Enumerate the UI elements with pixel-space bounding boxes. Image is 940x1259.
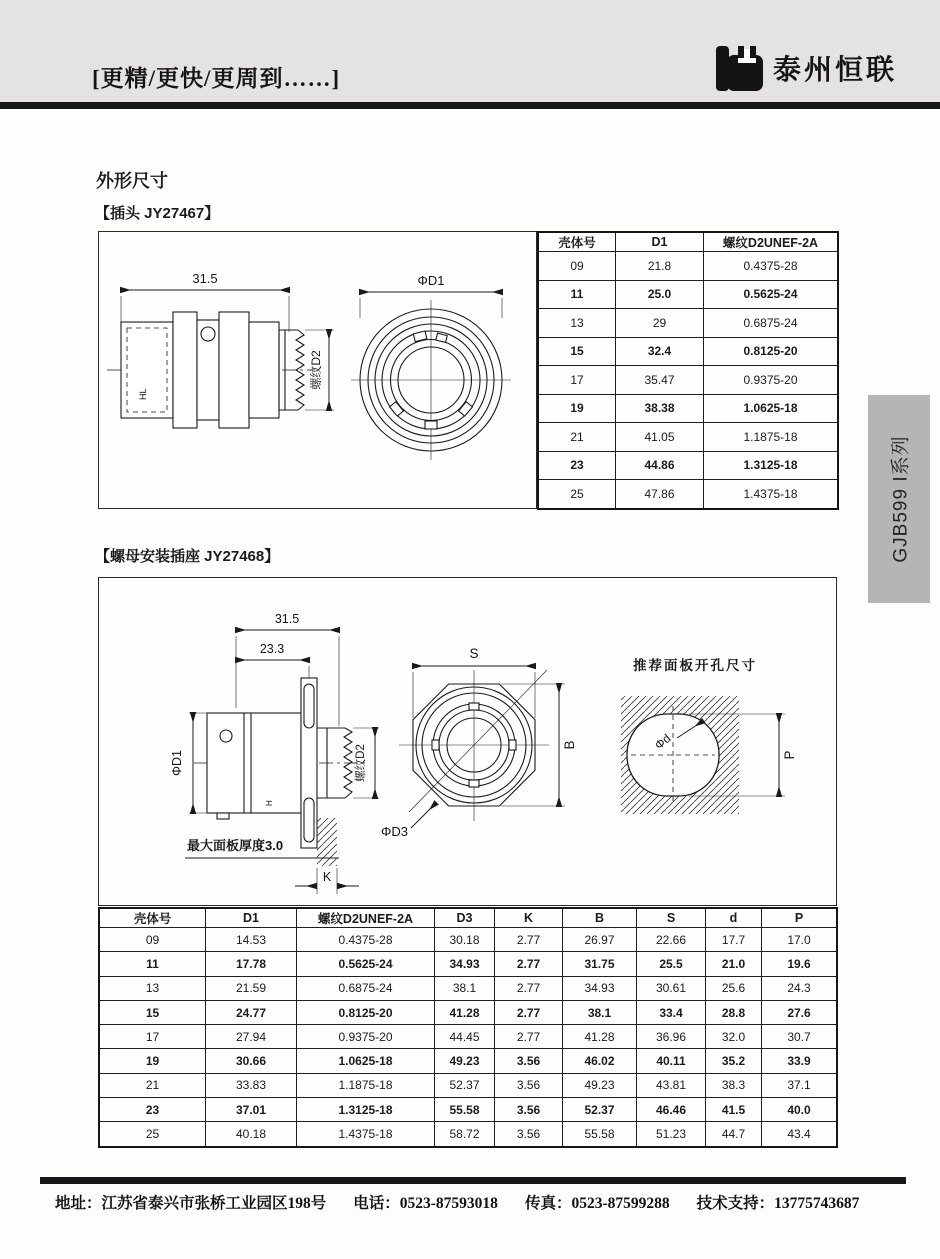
table-cell: 30.7 (762, 1025, 838, 1049)
table-cell: 0.6875-24 (297, 976, 435, 1000)
table-row (538, 394, 838, 423)
lh-logo-icon (716, 44, 764, 92)
table-cell: 3.56 (495, 1073, 563, 1097)
table-cell: 21 (99, 1073, 206, 1097)
header-rule (0, 102, 940, 109)
table-cell: 32.4 (616, 337, 704, 366)
column-header: D1 (616, 232, 704, 252)
table-cell: 15 (538, 337, 616, 366)
socket-length-dim: 31.5 (274, 612, 300, 626)
table-cell: 27.94 (206, 1025, 297, 1049)
table-cell: 21.8 (616, 252, 704, 281)
table-cell: 3.56 (495, 1098, 563, 1122)
table-cell: 36.96 (637, 1025, 706, 1049)
column-header: 壳体号 (99, 908, 206, 928)
table-cell: 30.61 (637, 976, 706, 1000)
table-cell: 17.0 (762, 928, 838, 952)
figure-plug (98, 231, 537, 509)
table-cell: 3.56 (495, 1049, 563, 1073)
table-cell: 11 (99, 952, 206, 976)
socket-drawing (99, 578, 836, 905)
table-cell: 29 (616, 309, 704, 338)
column-header: D3 (435, 908, 495, 928)
table-cell: 34.93 (563, 976, 637, 1000)
table-cell: 51.23 (637, 1122, 706, 1147)
table-cell: 17.7 (706, 928, 762, 952)
panel-hatch (317, 818, 337, 866)
table-cell: 46.46 (637, 1098, 706, 1122)
table-cell: 46.02 (563, 1049, 637, 1073)
table-cell: 30.66 (206, 1049, 297, 1073)
table-cell: 1.3125-18 (297, 1098, 435, 1122)
brand-name: 泰州恒联 (773, 54, 898, 85)
table-cell: 24.3 (762, 976, 838, 1000)
table-row (538, 480, 838, 510)
socket-diameter-label: ΦD1 (170, 750, 184, 776)
table-row (99, 928, 837, 952)
table-cell: 23 (538, 451, 616, 480)
table-cell: 1.4375-18 (297, 1122, 435, 1147)
b-dim-label: B (562, 740, 577, 750)
table-cell: 22.66 (637, 928, 706, 952)
table-cell: 13 (538, 309, 616, 338)
table-cell: 27.6 (762, 1000, 838, 1024)
column-header: 壳体号 (538, 232, 616, 252)
table-cell: 0.6875-24 (704, 309, 839, 338)
table-cell: 38.38 (616, 394, 704, 423)
table-cell: 25.5 (637, 952, 706, 976)
figure-socket (98, 577, 837, 906)
table-cell: 3.56 (495, 1122, 563, 1147)
footer-rule (40, 1177, 906, 1184)
table-row (538, 337, 838, 366)
table-cell: 0.5625-24 (704, 280, 839, 309)
footer-phone: 电话：0523-87593018 (353, 1195, 498, 1212)
table-cell: 2.77 (495, 1025, 563, 1049)
table-cell: 41.5 (706, 1098, 762, 1122)
table-cell: 21.0 (706, 952, 762, 976)
plug-dimension-table (537, 231, 839, 510)
column-header: B (563, 908, 637, 928)
table-cell: 55.58 (435, 1098, 495, 1122)
header-slogan: [更精/更快/更周到……] (92, 66, 341, 91)
table-cell: 55.58 (563, 1122, 637, 1147)
table-row (99, 1073, 837, 1097)
column-header: d (706, 908, 762, 928)
column-header: P (762, 908, 838, 928)
series-label: GJB599 I系列 (890, 435, 912, 563)
column-header: 螺纹D2UNEF-2A (297, 908, 435, 928)
table-row (538, 366, 838, 395)
table-cell: 30.18 (435, 928, 495, 952)
socket-dimension-table (98, 907, 838, 1148)
table-cell: 2.77 (495, 1000, 563, 1024)
table-row (99, 976, 837, 1000)
table-cell: 0.9375-20 (297, 1025, 435, 1049)
table-cell: 19 (538, 394, 616, 423)
section-title-socket: 【螺母安装插座 JY27468】 (95, 548, 280, 565)
table-cell: 33.4 (637, 1000, 706, 1024)
table-cell: 19.6 (762, 952, 838, 976)
plug-drawing (99, 232, 536, 508)
table-cell: 49.23 (563, 1073, 637, 1097)
table-cell: 0.8125-20 (704, 337, 839, 366)
table-cell: 44.7 (706, 1122, 762, 1147)
table-cell: 0.9375-20 (704, 366, 839, 395)
table-cell: 19 (99, 1049, 206, 1073)
table-row (99, 1049, 837, 1073)
table-cell: 35.2 (706, 1049, 762, 1073)
header-row (538, 232, 838, 252)
table-cell: 40.0 (762, 1098, 838, 1122)
table-cell: 25.6 (706, 976, 762, 1000)
socket-mount-length-dim: 23.3 (259, 642, 285, 656)
table-row (538, 451, 838, 480)
table-cell: 0.5625-24 (297, 952, 435, 976)
table-cell: 23 (99, 1098, 206, 1122)
footer (55, 1191, 915, 1213)
socket-body-mark: H (265, 800, 274, 806)
footer-support: 技术支持：13775743687 (696, 1195, 860, 1212)
table-cell: 17.78 (206, 952, 297, 976)
table-cell: 11 (538, 280, 616, 309)
table-cell: 1.1875-18 (297, 1073, 435, 1097)
table-row (538, 423, 838, 452)
table-cell: 1.0625-18 (297, 1049, 435, 1073)
table-cell: 15 (99, 1000, 206, 1024)
table-cell: 1.0625-18 (704, 394, 839, 423)
table-cell: 52.37 (563, 1098, 637, 1122)
table-cell: 25.0 (616, 280, 704, 309)
footer-fax: 传真：0523-87599288 (524, 1195, 670, 1212)
section-title-plug: 【插头 JY27467】 (95, 205, 220, 222)
table-cell: 38.1 (563, 1000, 637, 1024)
table-cell: 33.83 (206, 1073, 297, 1097)
table-cell: 58.72 (435, 1122, 495, 1147)
table-row (99, 1122, 837, 1147)
table-cell: 41.28 (563, 1025, 637, 1049)
k-dim-label: K (322, 870, 332, 884)
table-cell: 32.0 (706, 1025, 762, 1049)
table-cell: 33.9 (762, 1049, 838, 1073)
table-cell: 31.75 (563, 952, 637, 976)
header-row (99, 908, 837, 928)
table-cell: 38.1 (435, 976, 495, 1000)
table-cell: 47.86 (616, 480, 704, 510)
column-header: 螺纹D2UNEF-2A (704, 232, 839, 252)
table-cell: 21.59 (206, 976, 297, 1000)
table-cell: 2.77 (495, 976, 563, 1000)
table-cell: 43.4 (762, 1122, 838, 1147)
brand-logo (716, 44, 897, 92)
table-cell: 44.86 (616, 451, 704, 480)
table-cell: 1.3125-18 (704, 451, 839, 480)
table-cell: 28.8 (706, 1000, 762, 1024)
table-cell: 2.77 (495, 952, 563, 976)
table-row (538, 280, 838, 309)
table-row (99, 1000, 837, 1024)
panel-cutout-title: 推荐面板开孔尺寸 (633, 658, 757, 673)
d3-label: ΦD3 (381, 824, 408, 839)
plug-thread-label: 螺纹D2 (309, 350, 323, 390)
series-side-tab (868, 395, 930, 603)
table-cell: 41.05 (616, 423, 704, 452)
table-row (538, 309, 838, 338)
plug-body-mark: HL (138, 388, 148, 400)
table-cell: 43.81 (637, 1073, 706, 1097)
table-row (99, 1098, 837, 1122)
table-cell: 40.18 (206, 1122, 297, 1147)
table-cell: 17 (99, 1025, 206, 1049)
table-cell: 49.23 (435, 1049, 495, 1073)
table-cell: 2.77 (495, 928, 563, 952)
table-cell: 17 (538, 366, 616, 395)
column-header: K (495, 908, 563, 928)
page-header (0, 0, 940, 102)
table-cell: 38.3 (706, 1073, 762, 1097)
footer-address: 地址：江苏省泰兴市张桥工业园区198号 (55, 1195, 327, 1212)
plug-length-dim: 31.5 (192, 271, 218, 286)
table-cell: 24.77 (206, 1000, 297, 1024)
table-cell: 09 (99, 928, 206, 952)
column-header: S (637, 908, 706, 928)
table-cell: 1.1875-18 (704, 423, 839, 452)
table-cell: 25 (99, 1122, 206, 1147)
column-header: D1 (206, 908, 297, 928)
table-cell: 35.47 (616, 366, 704, 395)
table-cell: 13 (99, 976, 206, 1000)
table-row (538, 252, 838, 281)
hole-diameter-label: Φd (651, 731, 674, 753)
plug-diameter-label: ΦD1 (417, 273, 445, 288)
p-dim-label: P (782, 750, 797, 760)
table-cell: 25 (538, 480, 616, 510)
table-cell: 44.45 (435, 1025, 495, 1049)
socket-thread-label: 螺纹D2 (355, 744, 367, 782)
table-cell: 14.53 (206, 928, 297, 952)
page-title: 外形尺寸 (96, 171, 168, 191)
table-row (99, 1025, 837, 1049)
table-cell: 0.4375-28 (704, 252, 839, 281)
s-dim-label: S (469, 646, 479, 661)
table-cell: 1.4375-18 (704, 480, 839, 510)
table-cell: 52.37 (435, 1073, 495, 1097)
table-cell: 37.01 (206, 1098, 297, 1122)
table-cell: 41.28 (435, 1000, 495, 1024)
panel-thickness-note: 最大面板厚度3.0 (187, 838, 284, 853)
table-cell: 37.1 (762, 1073, 838, 1097)
table-cell: 09 (538, 252, 616, 281)
table-row (99, 952, 837, 976)
table-cell: 0.8125-20 (297, 1000, 435, 1024)
table-cell: 34.93 (435, 952, 495, 976)
table-cell: 26.97 (563, 928, 637, 952)
table-cell: 0.4375-28 (297, 928, 435, 952)
table-cell: 40.11 (637, 1049, 706, 1073)
table-cell: 21 (538, 423, 616, 452)
